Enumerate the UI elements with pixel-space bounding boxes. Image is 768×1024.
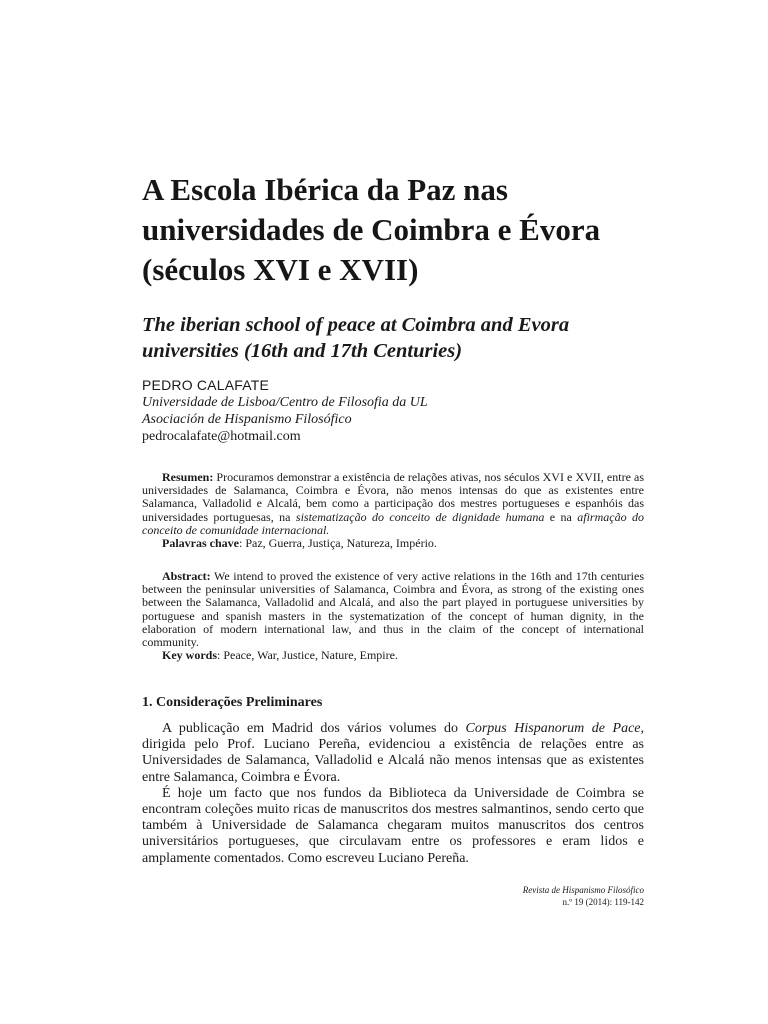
keywords-text: : Paz, Guerra, Justiça, Natureza, Império. — [239, 536, 437, 551]
abstract-label: Abstract: — [162, 569, 211, 583]
article-subtitle — [142, 312, 662, 364]
resumen-section — [142, 471, 644, 550]
resumen-paragraph — [142, 471, 644, 537]
resumen-emphasis: afirmação do conceito de comunidade internacional. — [142, 509, 644, 537]
body-emphasis: Corpus Hispanorum de Pace, — [465, 721, 644, 736]
keywords-text: : Peace, War, Justice, Nature, Empire. — [217, 648, 398, 663]
author-affiliation: Asociación de Hispanismo Filosófico — [142, 412, 352, 427]
abstract-text: We intend to proved the existence of very active relations in the 16th and 17th centuries between the peninsular universities of Salamanca, Coimbra and Évora, as strong of the existing ones between the Salamanca, Valladolid and Alcalá, and also the part played in portuguese universities by portuguese and spanish masters in the systematization of the concept of human dignity, in the elaboration of modern international law, and thus in the claim of the concept of international community. — [142, 569, 644, 650]
section-body — [142, 721, 644, 867]
title-line: universidades de Coimbra e Évora — [142, 212, 601, 247]
resumen-keywords — [142, 537, 644, 550]
abstract-keywords — [142, 649, 644, 662]
abstract-section — [142, 570, 644, 662]
title-line: A Escola Ibérica da Paz nas — [142, 172, 508, 207]
resumen-label: Resumen: — [162, 470, 214, 484]
body-text: A publicação em Madrid dos vários volumes do — [162, 721, 466, 736]
body-paragraph: É hoje um facto que nos fundos da Biblioteca da Universidade de Coimbra se encontram coleções muito ricas de manuscritos dos mestres salmantinos, sendo certo que também à Universidade de Salamanca chegaram muitos manuscritos dos centros universitários portugueses, que circulavam entre os professores e eram lidos e amplamente comentados. Como escreveu Luciano Pereña. — [142, 785, 644, 866]
abstract-paragraph — [142, 570, 644, 649]
subtitle-line: The iberian school of peace at Coimbra and Evora — [142, 314, 570, 336]
journal-issue: n.º 19 (2014): 119-142 — [562, 897, 644, 907]
author-block — [142, 377, 644, 445]
resumen-text: e na — [544, 509, 578, 524]
author-name: PEDRO CALAFATE — [142, 377, 270, 393]
page-footer — [344, 884, 644, 908]
keywords-label: Palavras chave — [162, 536, 239, 551]
body-paragraph — [142, 721, 644, 786]
section-heading: 1. Considerações Preliminares — [142, 695, 323, 710]
resumen-emphasis: sistematização do conceito de dignidade humana — [295, 509, 545, 524]
journal-name: Revista de Hispanismo Filosófico — [522, 885, 644, 895]
author-email[interactable]: pedrocalafate@hotmail.com — [142, 429, 301, 444]
author-affiliation: Universidade de Lisboa/Centro de Filosofia da UL — [142, 395, 428, 410]
subtitle-line: universities (16th and 17th Centuries) — [142, 340, 463, 362]
article-title — [142, 170, 662, 290]
keywords-label: Key words — [162, 648, 217, 663]
title-line: (séculos XVI e XVII) — [142, 252, 419, 287]
body-text: dirigida pelo Prof. Luciano Pereña, evidenciou a existência de relações entre as Universidades de Salamanca, Valladolid e Alcalá não menos intensas que as existentes entre Salamanca, Coimbra e Évora. — [142, 737, 644, 785]
resumen-text: Procuramos demonstrar a existência de relações ativas, nos séculos XVI e XVII, entre as universidades de Salamanca, Coimbra e Évora, não menos intensas do que as existentes entre Salamanca, Valladolid e Alcalá, bem como a participação dos mestres portugueses e espanhóis das universidades portuguesas, na — [142, 470, 644, 524]
